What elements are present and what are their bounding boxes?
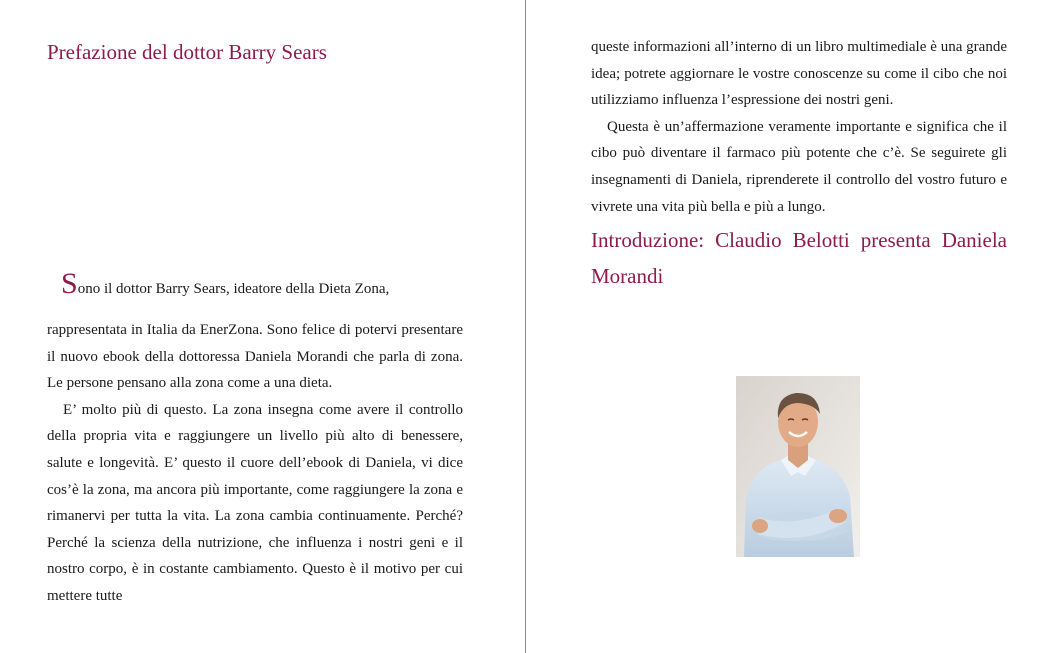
- page-divider: [525, 0, 526, 653]
- heading-line-1: Introduzione: Claudio Belotti presenta Daniela: [591, 228, 1007, 252]
- portrait-illustration: [736, 376, 860, 557]
- chapter-title-introduction: [591, 222, 1007, 294]
- lead-paragraph: [47, 269, 463, 302]
- chapter-title-preface: Prefazione del dottor Barry Sears: [47, 40, 327, 64]
- drop-cap: S: [61, 267, 78, 300]
- body-paragraph: Questa è un’affermazione veramente importante e significa che il cibo può diventare il farmaco più potente che c’è. Se seguirete gli insegnamenti di Daniela, riprenderete il controllo del vostro futuro e vivrete una vita più bella e più a lungo.: [591, 118, 1007, 215]
- lead-text: ono il dottor Barry Sears, ideatore della Dieta Zona,: [77, 281, 390, 297]
- right-page: [527, 0, 1038, 653]
- right-body-text: [591, 34, 1007, 220]
- body-paragraph: rappresentata in Italia da EnerZona. Sono felice di potervi presentare il nuovo ebook della dottoressa Daniela Morandi che parla di zona. Le persone pensano alla zona come a una dieta.: [47, 322, 463, 392]
- body-paragraph: E’ molto più di questo. La zona insegna come avere il controllo della propria vita e raggiungere un livello più alto di benessere, salute e longevità. E’ questo il cuore dell’ebook di Daniela, vi dice cos’è la zona, ma ancora più importante, come raggiungere la zona e rimanervi per tutta la vita. La zona cambia continuamente. Perché? Perché la scienza della nutrizione, che influenza i nostri geni e il nostro corpo, è in costante cambiamento. Questo è il motivo per cui mettere tutte: [47, 401, 463, 604]
- body-paragraph: queste informazioni all’interno di un libro multimediale è una grande idea; potrete aggiornare le vostre conoscenze su come il cibo che noi utilizziamo influenza l’espressione dei nostri geni.: [591, 39, 1007, 109]
- left-body-text: [47, 317, 463, 610]
- portrait-photo: [736, 376, 860, 557]
- heading-line-2: Morandi: [591, 264, 664, 288]
